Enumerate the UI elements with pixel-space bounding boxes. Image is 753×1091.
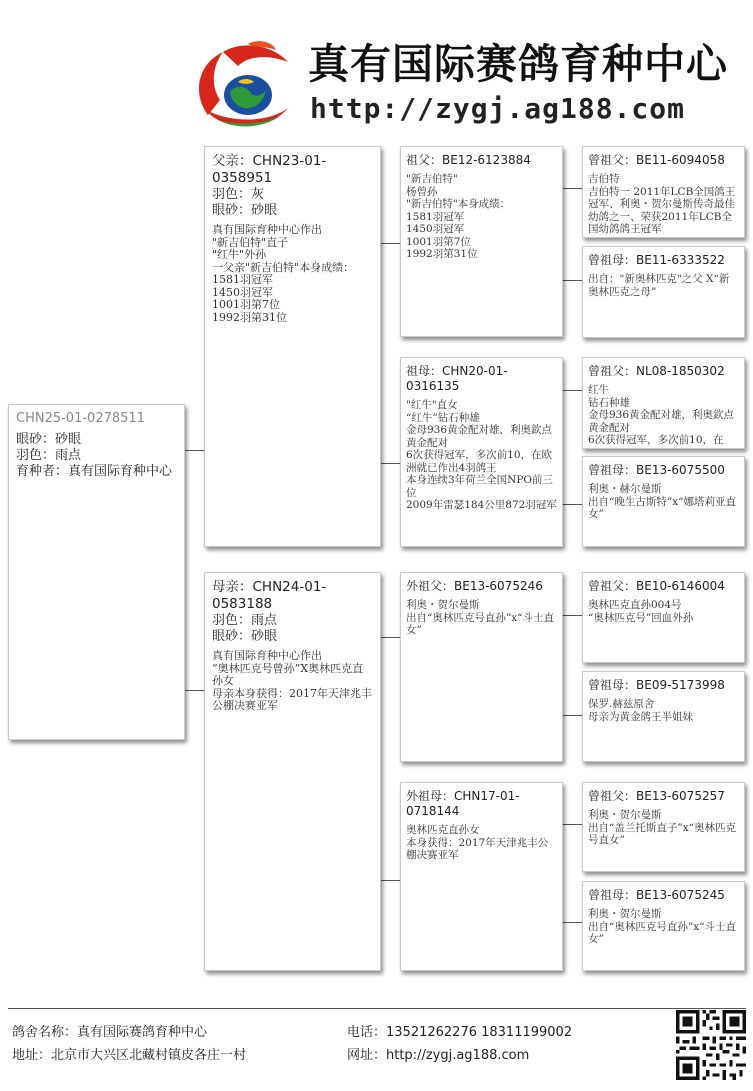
pgs-notes: "新吉伯特" 杨曾孙 "新吉伯特"本身成绩： 1581羽冠军 1450羽冠军 1001羽第7位 1992羽第31位	[406, 173, 511, 260]
footer-divider	[8, 1008, 746, 1009]
dam-color: 羽色：雨点	[212, 613, 278, 628]
org-url[interactable]: http://zygj.ag188.com	[310, 92, 686, 125]
phone: 电话：13521262276 18311199002	[347, 1025, 573, 1040]
mgd-title: 外祖母：CHN17-01-0718144	[406, 789, 520, 818]
dam-notes: 真有国际育种中心作出 “奥林匹克号曾孙”X奥林匹克直孙女 母亲本身获得：2017年天津兆丰公棚决赛亚军	[212, 649, 372, 712]
g2-title: 曾祖母：BE11-6333522	[588, 253, 725, 267]
pgd-title: 祖母：CHN20-01-0316135	[406, 364, 508, 393]
footer	[0, 1010, 753, 1091]
org-title: 真有国际赛鸽育种中心	[308, 40, 728, 88]
g3-title: 曾祖父：NL08-1850302	[588, 364, 725, 378]
dam-title: 母亲：CHN24-01-0583188	[212, 579, 327, 612]
website-link[interactable]: 网址：http://zygj.ag188.com	[347, 1048, 530, 1063]
mgs-notes: 利奥・贺尔曼斯 出自“奥林匹克号直孙”x“斗士直女”	[406, 599, 555, 636]
maternal-granddam-card	[400, 782, 563, 971]
g5-notes: 奥林匹克直孙004号 “奥林匹克号”回血外孙	[588, 599, 694, 624]
g4-title: 曾祖母：BE13-6075500	[588, 463, 725, 477]
subject-card	[8, 404, 185, 740]
g2-notes: 出自："新奥林匹克"之父 X“新奥林匹克之母”	[588, 273, 730, 298]
g8-notes: 利奥・贺尔曼斯 出自“奥林匹克号直孙”x“斗士直女”	[588, 908, 737, 945]
g5-title: 曾祖父：BE10-6146004	[588, 579, 725, 593]
mgd-notes: 奥林匹克直孙女 本身获得：2017年天津兆丰公棚决赛亚军	[406, 824, 549, 861]
qr-code-icon	[676, 1010, 746, 1080]
g4-notes: 利奥・赫尔曼斯 出自“晚生古斯特”x“娜塔莉亚直女”	[588, 483, 737, 520]
mgs-title: 外祖父：BE13-6075246	[406, 579, 543, 593]
sire-notes: 真有国际育种中心作出 "新吉伯特"直子 "红牛"外孙 一父亲"新吉伯特"本身成绩： 1581羽冠军 1450羽冠军 1001羽第7位 1992羽第31位	[212, 223, 355, 324]
g6-title: 曾祖母：BE09-5173998	[588, 678, 725, 692]
phoenix-globe-logo-icon	[188, 40, 298, 130]
g1-title: 曾祖父：BE11-6094058	[588, 153, 725, 167]
paternal-granddam-card	[400, 357, 563, 547]
great-grandparent-card-1	[582, 146, 745, 238]
great-grandparent-card-5	[582, 572, 745, 663]
address: 地址：北京市大兴区北藏村镇皮各庄一村	[12, 1048, 247, 1063]
g7-notes: 利奥・贺尔曼斯 出自“盖兰托斯直子”x“奥林匹克号直女”	[588, 809, 737, 846]
maternal-grandsire-card	[400, 572, 563, 762]
great-grandparent-card-7	[582, 782, 745, 872]
loft-name: 鸽舍名称：真有国际赛鸽育种中心	[12, 1025, 208, 1040]
paternal-grandsire-card	[400, 146, 563, 337]
g7-title: 曾祖父：BE13-6075257	[588, 789, 725, 803]
subject-breeder: 育种者：真有国际育种中心	[16, 464, 173, 479]
sire-title: 父亲：CHN23-01-0358951	[212, 153, 327, 186]
pgd-notes: "红牛"直女 “红牛”钻石种雄 金母936黄金配对雄，利奥欽点黄金配对 6次获得冠军，多次前10，在欧洲就已作出4羽鸽王 本身连续3年荷兰全国NPO前三位 2009年雷瑟184公里872羽冠军	[406, 399, 557, 511]
g1-notes: 吉伯特 吉伯特一 2011年LCB全国鸽王冠军、利奥・贺尔曼斯传奇最佳幼鸽之一、荣获2011年LCB全国幼鸽鸽王冠军	[588, 173, 736, 235]
great-grandparent-card-2	[582, 246, 745, 338]
subject-eye: 眼砂：砂眼	[16, 432, 82, 447]
header	[0, 0, 753, 135]
subject-color: 羽色：雨点	[16, 448, 82, 463]
great-grandparent-card-3	[582, 357, 745, 449]
sire-color: 羽色：灰	[212, 187, 265, 202]
g8-title: 曾祖母：BE13-6075245	[588, 888, 725, 902]
great-grandparent-card-4	[582, 456, 745, 547]
g3-notes: 红牛 钻石种雄 金母936黄金配对雄，利奥欽点黄金配对 6次获得冠军，多次前10，在	[588, 384, 735, 446]
subject-ring: CHN25-01-0278511	[16, 411, 145, 426]
pgs-title: 祖父：BE12-6123884	[406, 153, 531, 167]
sire-card	[204, 146, 381, 547]
sire-eye: 眼砂：砂眼	[212, 203, 278, 218]
dam-card	[204, 572, 381, 971]
g6-notes: 保罗.赫兹原舍 母亲为黄金鸽王半姐妹	[588, 698, 693, 723]
great-grandparent-card-6	[582, 671, 745, 762]
great-grandparent-card-8	[582, 881, 745, 971]
dam-eye: 眼砂：砂眼	[212, 629, 278, 644]
